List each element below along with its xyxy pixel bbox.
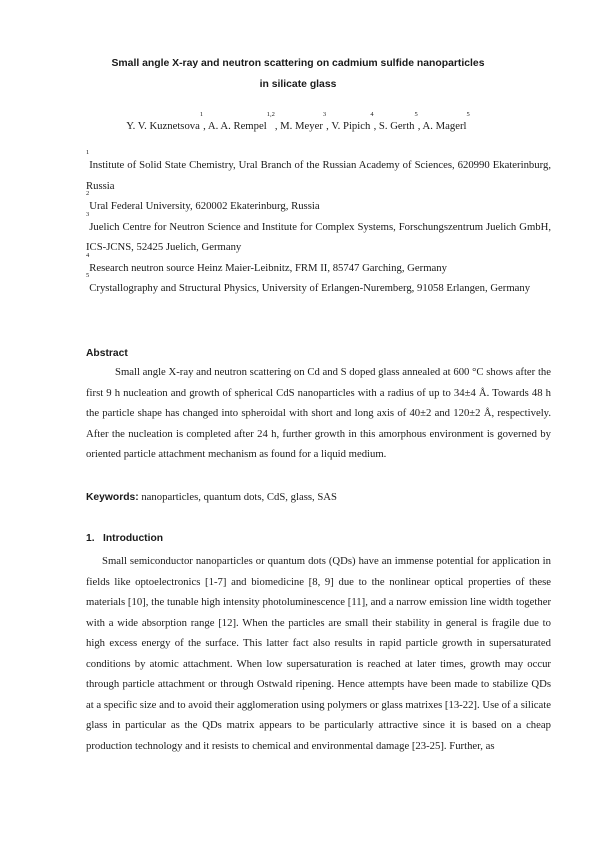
- section-number: 1.: [86, 533, 95, 544]
- affiliation: [86, 251, 551, 279]
- author-affiliation-mark: 5: [414, 111, 418, 118]
- affiliation-list: [86, 149, 551, 299]
- affiliation-number: 1: [86, 149, 90, 156]
- author: A. A. Rempel$^{1,2}$,: [207, 111, 281, 132]
- abstract-heading: Abstract: [86, 348, 128, 359]
- affiliation-text: Institute of Solid State Chemistry, Ural Branch of the Russian Academy of Sciences, 620990 Ekaterinburg, Russia: [86, 159, 551, 192]
- keywords-text: nanoparticles, quantum dots, CdS, glass, SAS: [138, 491, 337, 503]
- author: V. Pipich$^4$,: [331, 111, 379, 132]
- author-affiliation-mark: 1: [199, 111, 204, 118]
- author-affiliation-mark: 5: [466, 111, 470, 118]
- author-name: Y. V. Kuznetsova: [126, 120, 200, 132]
- author: M. Meyer$^3$,: [280, 111, 332, 132]
- affiliation: [86, 210, 551, 258]
- author-affiliation-mark: 1,2: [266, 111, 275, 118]
- author-name: S. Gerth: [378, 120, 415, 132]
- affiliation: [86, 190, 551, 217]
- affiliation-number: 3: [86, 210, 90, 218]
- author-name: A. Magerl: [422, 120, 467, 132]
- keywords-line: [86, 488, 337, 507]
- author: S. Gerth$^5$,: [378, 111, 423, 132]
- affiliation: [86, 149, 551, 196]
- affiliation-text: Juelich Centre for Neutron Science and Institute for Complex Systems, Forschungszentrum Juelich GmbH, ICS-JCNS, 52425 Juelich, Germany: [86, 220, 551, 253]
- author: Y. V. Kuznetsova$^1$,: [126, 111, 208, 132]
- affiliation-number: 4: [86, 251, 90, 259]
- affiliation-text: Research neutron source Heinz Maier-Leibnitz, FRM II, 85747 Garching, Germany: [89, 261, 447, 274]
- author-affiliation-mark: 4: [370, 111, 374, 118]
- author-name: V. Pipich: [331, 120, 371, 132]
- author: [422, 111, 470, 132]
- affiliation-text: Crystallography and Structural Physics, University of Erlangen-Nuremberg, 91058 Erlangen, Germany: [89, 282, 531, 294]
- affiliation-number: 5: [86, 272, 90, 279]
- introduction-text: Small semiconductor nanoparticles or quantum dots (QDs) have an immense potential for application in fields like optoelectronics [1-7] and biomedicine [8, 9] due to the nonlinear optical properties of these materials [10], the tunable high intensity photoluminescence [11], and a narrow emission line width together with a wide absorption range [12]. When the particles are small their stability in general is fragile due to high excess energy of the surface. This latter fact also results in rapid particle growth in supersaturated conditions by atomic attachment. When low supersaturation is reached at later times, growth may occur through particle attachment or through Ostwald ripening. Hence attempts have been made to stabilize QDs at a specific size and to avoid their agglomeration using polymers or glass matrixes [13-22]. Use of a silicate glass in particular as the QDs matrix appears to be particularly attractive since it is based on a cheap production technology and it resists to chemical and environmental damage [23-25]. Further, as: [86, 555, 551, 752]
- section-heading-introduction: [86, 530, 163, 548]
- title-line-2: in silicate glass: [259, 78, 337, 90]
- abstract-text: Small angle X-ray and neutron scattering on Cd and S doped glass annealed at 600 °C shows after the first 9 h nucleation and growth of spherical CdS nanoparticles with a radius of up to 34±4 Å. Towards 48 h the particle shape has changed into spheroidal with short and long axis of 40±2 and 120±2 Å, respectively. After the nucleation is completed after 24 h, further growth in this amorphous environment is governed by oriented particle attachment mechanism as found for a liquid medium.: [86, 366, 551, 460]
- section-title: Introduction: [103, 533, 164, 544]
- affiliation-text: Ural Federal University, 620002 Ekaterinburg, Russia: [89, 200, 320, 212]
- title-line-1: Small angle X-ray and neutron scattering on cadmium sulfide nanoparticles: [111, 58, 485, 69]
- affiliation-number: 2: [86, 190, 90, 197]
- keywords-label: Keywords:: [86, 492, 139, 503]
- author-name: A. A. Rempel: [207, 120, 267, 132]
- author-affiliation-mark: 3: [322, 111, 327, 118]
- author-name: M. Meyer: [280, 120, 323, 132]
- paper-title: [86, 54, 510, 95]
- affiliation: [86, 272, 551, 299]
- author-list: [86, 111, 510, 135]
